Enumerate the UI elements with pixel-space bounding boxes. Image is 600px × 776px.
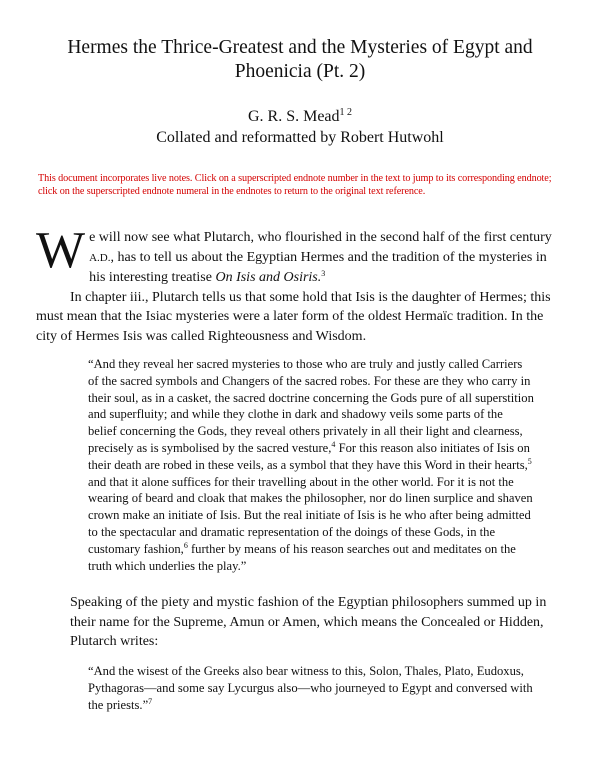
drop-cap: W: [36, 222, 86, 279]
endnote-ref-5[interactable]: 5: [527, 456, 532, 466]
work-title: On Isis and Osiris.: [215, 270, 322, 285]
author-line: [40, 106, 560, 127]
endnote-ref-7[interactable]: 7: [148, 696, 153, 706]
block-quote-2: “And the wisest of the Greeks also bear witness to this, Solon, Thales, Plato, Eudoxus, Pythagoras—and some say Lycurgus also—who journeyed to Egypt and conversed with the priests.”$^7$: [88, 664, 533, 712]
author-endnote-refs[interactable]: 1 2: [339, 107, 353, 118]
paragraph-3-block: [70, 593, 560, 652]
endnote-ref-6[interactable]: 6: [183, 540, 188, 550]
author-name: G. R. S. Mead: [247, 108, 340, 125]
paragraph-1: We will now see what Plutarch, who flourished in the second half of the first century A.D., has to tell us about the Egyptian Hermes and the tradition of the mysteries in his interesting treatise On Isis and Osiris.$^3$: [36, 222, 552, 285]
endnote-ref-3[interactable]: 3: [321, 269, 326, 278]
collated-by: Collated and reformatted by Robert Hutwohl: [156, 129, 444, 146]
endnote-ref-4[interactable]: 4: [331, 439, 336, 449]
author-block: [40, 106, 560, 148]
block-quote-1: “And they reveal her sacred mysteries to those who are truly and justly called Carriers of the sacred symbols and Changers of the sacred robes. For these are they who carry in their soul, as in a casket, the sacred doctrine concerning the Gods pure of all superstition and superfluity; and while they clothe in dark and shadowy veils some parts of the belief concerning the Gods, they reveal others privately in all their light and clearness, precisely as is symbolised by the sacred vesture,$^4$ For this reason also initiates of Isis on their death are robed in these veils, as a symbol that they have this Word in their hearts,$^5$ and that it alone suffices for their travelling about in the other world. For it is not the wearing of beard and cloak that makes the philosopher, nor do linen surplice and shaven crown make an initiate of Isis. But the real initiate of Isis is he who after being admitted to the spectacular and dramatic representation of the doings of these Gods, in the customary fashion,$^6$ further by means of his reason searches out and meditates on the truth which underlies the play.”: [88, 357, 534, 573]
intro-text: [36, 222, 566, 346]
live-notes-notice: This document incorporates live notes. Click on a superscripted endnote number in the text to jump to its corresponding endnote; click on the superscripted endnote numeral in the endnotes to return to the original text reference.: [38, 173, 552, 197]
era-abbrev: A.D.: [89, 251, 111, 264]
document-title: Hermes the Thrice-Greatest and the Mysteries of Egypt and Phoenicia (Pt. 2): [67, 37, 533, 82]
paragraph-2: In chapter iii., Plutarch tells us that some hold that Isis is the daughter of Hermes; this must mean that the Isiac mysteries were a later form of the oldest Hermaïc tradition. In the city of Hermes Isis was called Righteousness and Wisdom.: [36, 289, 551, 344]
paragraph-3: Speaking of the piety and mystic fashion of the Egyptian philosophers summed up in their name for the Supreme, Amun or Amen, which means the Concealed or Hidden, Plutarch writes:: [70, 595, 547, 649]
